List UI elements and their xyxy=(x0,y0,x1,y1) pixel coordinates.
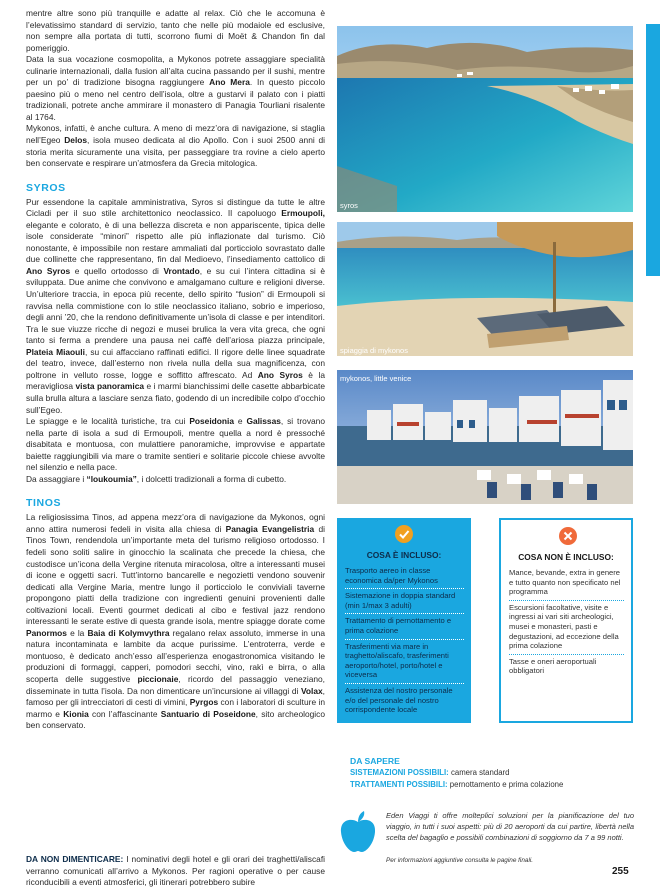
da-sapere xyxy=(350,755,650,791)
photo-little-venice xyxy=(337,370,633,504)
photo-syros xyxy=(337,26,633,212)
tinos-title: TINOS xyxy=(26,497,62,510)
text-column xyxy=(26,8,325,732)
intro-paragraph: Data la sua vocazione cosmopolita, a Mykonos potrete assaggiare specialità culinarie internazionali, dalla fusion all’alta cucina passando per il sushi, mentre per un po’ di tradizione bisogna raggiungere Ano Mera. In questo piccolo paesino più o meno nel centro dell’isola, oltre a gustarvi il palato con i piatti tradizionali, potrete anche ammirare il monastero di Panagia Tourliani risalente al 1764. xyxy=(26,54,325,122)
da-sapere-title: DA SAPERE xyxy=(350,756,400,766)
syros-title: SYROS xyxy=(26,181,66,194)
not-included-title: COSA NON È INCLUSO: xyxy=(518,552,614,562)
included-box xyxy=(337,518,471,723)
list-item: Mance, bevande, extra in genere e tutto quanto non specificato nel programma xyxy=(509,566,624,601)
check-icon xyxy=(395,525,413,543)
syros-paragraph: Da assaggiare i “loukoumia”, i dolcetti tradizionali a forma di cubetto. xyxy=(26,473,287,484)
photo-caption: mykonos, little venice xyxy=(340,374,412,383)
da-sapere-row: SISTEMAZIONI POSSIBILI: camera standard xyxy=(350,768,510,777)
photo-caption: syros xyxy=(340,201,358,210)
info-note: Eden Viaggi ti offre molteplici soluzioni per la pianificazione del tuo viaggio, in tutti i suoi aspetti: più di 20 aeroporti da cui partire, libertà nella scelta del bagaglio e possibili combinazioni di soggiorno da 7 a 99 notti. xyxy=(386,811,634,842)
reminder-label: DA NON DIMENTICARE: xyxy=(26,854,124,864)
intro-paragraph: Mykonos, infatti, è anche cultura. A meno di mezz’ora di navigazione, si staglia nell’Egeo Delos, isola museo dedicata al dio Apollo. Con i suoi 2500 anni di storia merita sicuramente una visita, per passeggiare tra rovine a cielo aperto ben conservate e respirare un’atmosfera da Grecia mitologica. xyxy=(26,123,325,169)
info-note-small: Per informazioni aggiuntive consulta le pagine finali. xyxy=(386,857,534,864)
photo-beach xyxy=(337,222,633,356)
list-item: Trasporto aereo in classe economica da/per Mykonos xyxy=(345,564,464,589)
list-item: Sistemazione in doppia standard (min 1/max 3 adulti) xyxy=(345,589,464,614)
cross-icon xyxy=(559,527,577,545)
tinos-paragraph: La religiosissima Tinos, ad appena mezz’ora di navigazione da Mykonos, ogni anno attira numerosi fedeli in visita alla chiesa di Panagia Evangelistria di Tinos Town, rendendola un’importante meta del turismo religioso ortodosso. I fedeli sono soliti salire in ginocchio la scalinata che precede la chiesa, che custodisce un’icona della Vergine ritenuta miracolosa, oltre a interessanti musei di icone e oggetti sacri. Tutt’intorno bancarelle e negozietti vendono souvenir dedicati alla Vergine Maria, mentre lungo il porticciolo le conviviali taverne propongono piatti della tradizione con ingredienti genuini provenienti dalle coltivazioni locali. Eventi gourmet dedicati al cibo e festival jazz rendono interessanti le serate estive di questa grande isola, mentre spiagge dorate come Panormos e la Baia di Kolymvythra regalano relax assoluto, immerse in una natura incontaminata e lambite da acque purissime. L’entroterra, verde e montuoso, è dedicato anch’esso all’esperienza enogastronomica visitando le produzioni di formaggi, capperi, pomodori secchi, vino, rakì e birra, o alla scoperta delle suggestive piccionaie, ricordo del passaggio veneziano, disseminate in tutta l’isola. Da non dimenticare un’incursione ai villaggi di Volax, famoso per gli intrecciatori di cesti di vimini, Pyrgos con i laboratori di sculture in marmo e Kionia con l’affascinante Santuario di Poseidone, sito archeologico ben conservato. xyxy=(26,512,326,731)
list-item: Trattamento di pernottamento e prima colazione xyxy=(345,614,464,639)
page-edge-tab xyxy=(646,24,660,276)
syros-paragraph: Le spiagge e le località turistiche, tra cui Poseidonia e Galissas, si trovano nella parte di isola a sud di Ermoupoli, mentre quella a nord è pressoché disabitata e montuosa, con mulattiere panoramiche, improvvise e appartate baiette raggiungibili via mare o tramite sentieri e solitarie piccole chiese avvolte nel silenzio e nella pace. xyxy=(26,416,325,473)
not-included-list xyxy=(509,566,624,679)
page-number: 255 xyxy=(612,866,629,877)
list-item: Tasse e oneri aeroportuali obbligatori xyxy=(509,656,597,676)
apple-icon xyxy=(338,810,378,859)
included-title: COSA È INCLUSO: xyxy=(366,550,442,560)
list-item: Escursioni facoltative, visite e ingressi ai vari siti archeologici, musei e monasteri, pasti e degustazioni, ad eccezione della prima colazione xyxy=(509,601,624,655)
reminder xyxy=(26,854,325,889)
da-sapere-row: TRATTAMENTI POSSIBILI: pernottamento e prima colazione xyxy=(350,780,564,789)
reminder-text: I nominativi degli hotel e gli orari dei traghetti/aliscafi verranno comunicati all’arrivo a Mykonos. Per ragioni operative o per cause riconducibili a eventi atmosferici, gli itinerari potrebbero subire xyxy=(26,854,326,888)
included-list xyxy=(345,564,464,718)
syros-paragraph: Pur essendone la capitale amministrativa, Syros si distingue da tutte le altre Cicladi per il suo stile architettonico neoclassico. Il capoluogo Ermoupoli, elegante e colorato, è di una bellezza discreta e non appariscente, tipica delle isole considerate “minori” rispetto alle più inflazionate dal turismo. Ciò nonostante, è impossibile non restare ammaliati dal porticciolo sovrastato dalle due collinette che rappresentano, fin dal Medioevo, l’insediamento cattolico di Ano Syros e quello ortodosso di Vrontado, e su cui l’intera cittadina si è sviluppata. Due anime che convivono e amalgamano culture e religioni diverse. Un’ulteriore traccia, in epoca più recente, dello spirito “fusion” di Ermoupoli si ravvisa nella commistione con lo stile neoclassico italiano, sobrio e imperioso, degli anni ’20, che la rendono definitivamente un’isola di classe e per intenditori. Tra le sue viuzze ricche di negozi e musei brulica la vera vita greca, che ogni tanto si ferma a prendere una pausa nei caffè dell’ariosa piazza principale, Plateia Miaouli, su cui affacciano raffinati edifici. Il rigore delle linee squadrate del teatro, invece, dall’esterno non rivela nulla della sua magnificenza, con poltrone in velluto rosse, logge e soffitto affrescato. Ad Ano Syros è la meravigliosa vista panoramica e i marmi bianchissimi delle casette abbarbicate sulla brulla altura a lasciare senza fiato, godendo di un incredibile colpo d’occhio sull’Egeo. xyxy=(26,196,325,415)
list-item: Assistenza del nostro personale e/o del personale del nostro corrispondente locale xyxy=(345,685,453,715)
list-item: Trasferimenti via mare in traghetto/aliscafo, trasferimenti aeroporto/hotel, porto/hotel e viceversa xyxy=(345,640,464,684)
photo-caption: spiaggia di mykonos xyxy=(340,346,408,355)
intro-paragraph: mentre altre sono più tranquille e adatte al relax. Ciò che le accomuna è l’elevatissimo standard di servizio, tanto che nelle più modaiole ed esclusive, non sempre alla portata di tutti, scorrono fiumi di Moët & Chandon fin dal pomeriggio. xyxy=(26,8,325,53)
not-included-box xyxy=(499,518,633,723)
